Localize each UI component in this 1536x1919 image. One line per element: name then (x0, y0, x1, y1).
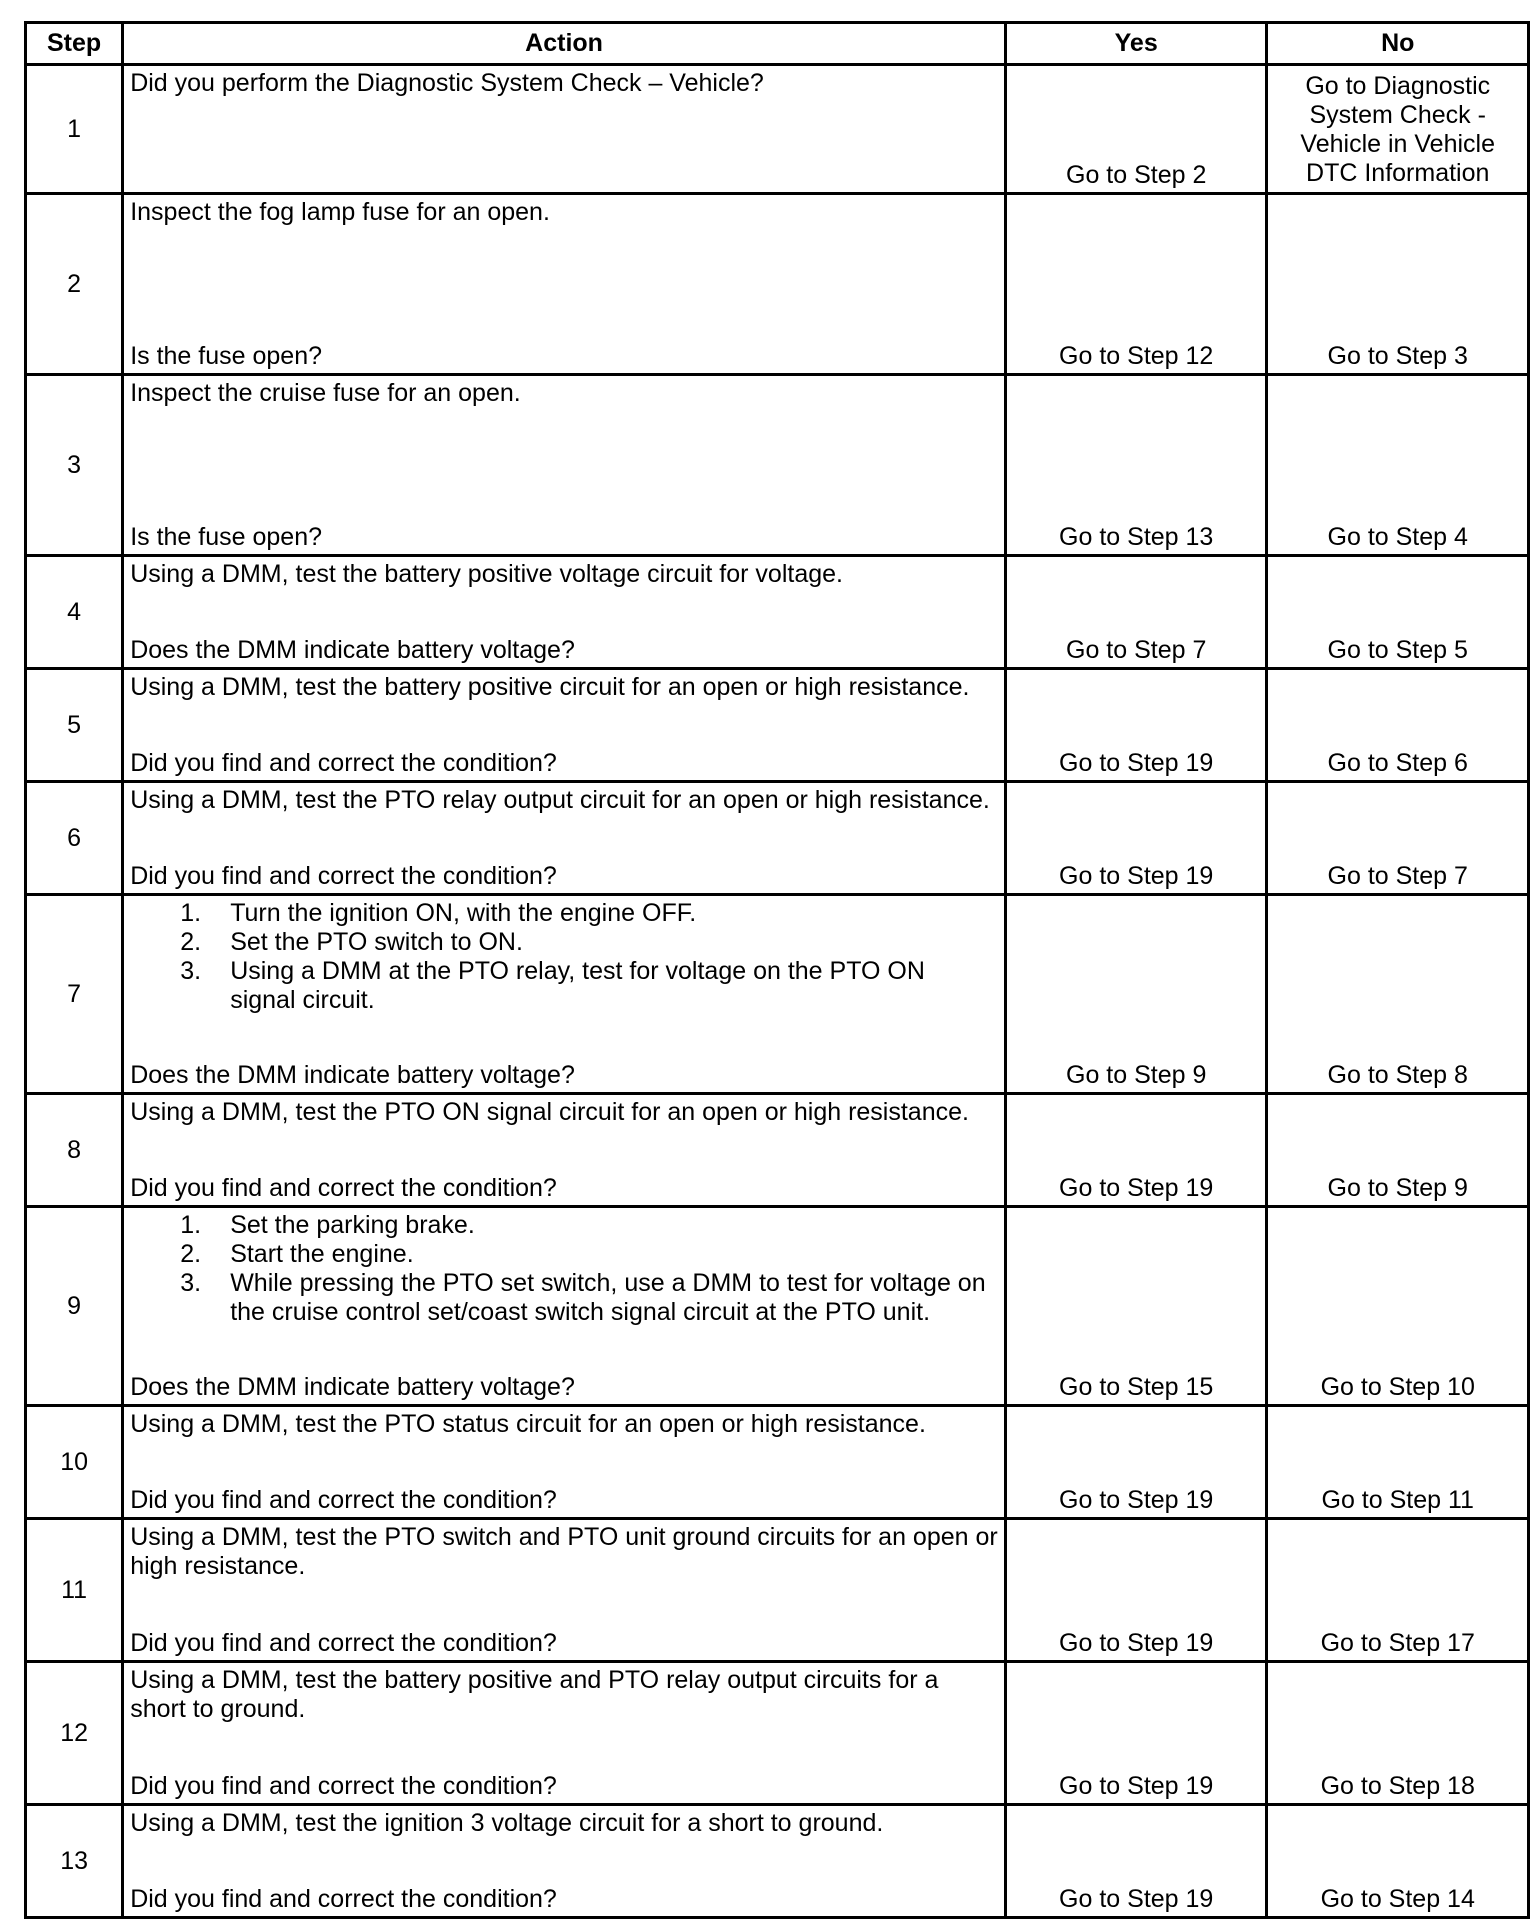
instruction-text: While pressing the PTO set switch, use a DMM to test for voltage on the cruise control set/coast switch signal circuit at the PTO unit. (230, 1269, 986, 1326)
action-cell (123, 1805, 1006, 1918)
action-text: Using a DMM, test the PTO relay output circuit for an open or high resistance. (130, 786, 990, 814)
action-text: Using a DMM, test the PTO status circuit for an open or high resistance. (130, 1410, 926, 1438)
step-number: 11 (26, 1519, 123, 1662)
header-action: Action (123, 23, 1006, 65)
step-number: 7 (26, 895, 123, 1094)
action-cell (123, 194, 1006, 375)
instruction-item (130, 899, 1000, 928)
instruction-item (130, 957, 1000, 1015)
yes-result: Go to Step 19 (1005, 1094, 1267, 1207)
instruction-list (130, 1211, 1000, 1327)
step-number: 6 (26, 782, 123, 895)
yes-result: Go to Step 19 (1005, 1805, 1267, 1918)
instruction-item (130, 928, 1000, 957)
action-question: Did you find and correct the condition? (130, 749, 557, 777)
action-text: Using a DMM, test the PTO switch and PTO unit ground circuits for an open or high resistance. (130, 1523, 998, 1580)
yes-result: Go to Step 19 (1005, 782, 1267, 895)
instruction-text: Turn the ignition ON, with the engine OFF. (230, 899, 697, 927)
action-text: Using a DMM, test the PTO ON signal circuit for an open or high resistance. (130, 1098, 969, 1126)
action-cell (123, 65, 1006, 194)
no-result: Go to Step 7 (1267, 782, 1529, 895)
no-result: Go to Step 6 (1267, 669, 1529, 782)
action-cell (123, 1519, 1006, 1662)
instruction-text: Using a DMM at the PTO relay, test for voltage on the PTO ON signal circuit. (230, 957, 925, 1014)
action-question: Did you find and correct the condition? (130, 1486, 557, 1514)
yes-result: Go to Step 19 (1005, 1406, 1267, 1519)
action-cell (123, 375, 1006, 556)
no-result: Go to Step 3 (1267, 194, 1529, 375)
table-row (26, 556, 1529, 669)
no-result: Go to Step 4 (1267, 375, 1529, 556)
no-result: Go to Step 5 (1267, 556, 1529, 669)
action-question: Is the fuse open? (130, 342, 322, 370)
header-row (26, 23, 1529, 65)
step-number: 9 (26, 1207, 123, 1406)
yes-result: Go to Step 15 (1005, 1207, 1267, 1406)
table-row (26, 65, 1529, 194)
table-row (26, 194, 1529, 375)
yes-result: Go to Step 2 (1005, 65, 1267, 194)
yes-result: Go to Step 19 (1005, 1519, 1267, 1662)
action-cell (123, 1207, 1006, 1406)
action-text: Using a DMM, test the battery positive and PTO relay output circuits for a short to ground. (130, 1666, 939, 1723)
instruction-item (130, 1269, 1000, 1327)
step-number: 2 (26, 194, 123, 375)
action-question: Did you find and correct the condition? (130, 1772, 557, 1800)
table-row (26, 375, 1529, 556)
no-result: Go to Step 9 (1267, 1094, 1529, 1207)
instruction-number: 1. (180, 1211, 202, 1239)
table-row (26, 782, 1529, 895)
table-row (26, 1662, 1529, 1805)
action-cell (123, 895, 1006, 1094)
action-cell (123, 1406, 1006, 1519)
step-number: 5 (26, 669, 123, 782)
yes-result: Go to Step 9 (1005, 895, 1267, 1094)
instruction-list (130, 899, 1000, 1015)
table-row (26, 895, 1529, 1094)
instruction-text: Set the parking brake. (230, 1211, 475, 1239)
no-result: Go to Step 11 (1267, 1406, 1529, 1519)
table-row (26, 1519, 1529, 1662)
header-step: Step (26, 23, 123, 65)
table-row (26, 1805, 1529, 1918)
step-number: 13 (26, 1805, 123, 1918)
action-cell (123, 1662, 1006, 1805)
step-number: 3 (26, 375, 123, 556)
step-number: 12 (26, 1662, 123, 1805)
action-question: Does the DMM indicate battery voltage? (130, 1373, 575, 1401)
action-question: Did you find and correct the condition? (130, 1885, 557, 1913)
no-result: Go to Step 17 (1267, 1519, 1529, 1662)
yes-result: Go to Step 19 (1005, 669, 1267, 782)
yes-result: Go to Step 12 (1005, 194, 1267, 375)
instruction-number: 2. (180, 1240, 202, 1268)
no-result: Go to Diagnostic System Check - Vehicle in Vehicle DTC Information (1267, 65, 1529, 194)
step-number: 1 (26, 65, 123, 194)
no-result: Go to Step 8 (1267, 895, 1529, 1094)
instruction-text: Start the engine. (230, 1240, 414, 1268)
no-result: Go to Step 14 (1267, 1805, 1529, 1918)
action-question: Did you find and correct the condition? (130, 1174, 557, 1202)
instruction-number: 2. (180, 928, 202, 956)
header-no: No (1267, 23, 1529, 65)
instruction-number: 1. (180, 899, 202, 927)
action-text: Using a DMM, test the battery positive voltage circuit for voltage. (130, 560, 843, 588)
yes-result: Go to Step 7 (1005, 556, 1267, 669)
no-result: Go to Step 18 (1267, 1662, 1529, 1805)
instruction-item (130, 1211, 1000, 1240)
table-row (26, 1406, 1529, 1519)
step-number: 8 (26, 1094, 123, 1207)
action-text: Using a DMM, test the ignition 3 voltage circuit for a short to ground. (130, 1809, 884, 1837)
no-result: Go to Step 10 (1267, 1207, 1529, 1406)
yes-result: Go to Step 13 (1005, 375, 1267, 556)
action-cell (123, 556, 1006, 669)
action-question: Does the DMM indicate battery voltage? (130, 636, 575, 664)
instruction-number: 3. (180, 1269, 202, 1297)
action-question: Is the fuse open? (130, 523, 322, 551)
header-yes: Yes (1005, 23, 1267, 65)
action-cell (123, 1094, 1006, 1207)
step-number: 4 (26, 556, 123, 669)
table-row (26, 669, 1529, 782)
action-text: Inspect the fog lamp fuse for an open. (130, 198, 550, 226)
action-text: Did you perform the Diagnostic System Check – Vehicle? (130, 69, 764, 97)
instruction-text: Set the PTO switch to ON. (230, 928, 523, 956)
instruction-item (130, 1240, 1000, 1269)
action-question: Did you find and correct the condition? (130, 862, 557, 890)
action-cell (123, 782, 1006, 895)
action-text: Using a DMM, test the battery positive circuit for an open or high resistance. (130, 673, 970, 701)
action-question: Does the DMM indicate battery voltage? (130, 1061, 575, 1089)
table-row (26, 1207, 1529, 1406)
instruction-number: 3. (180, 957, 202, 985)
action-text: Inspect the cruise fuse for an open. (130, 379, 521, 407)
action-cell (123, 669, 1006, 782)
yes-result: Go to Step 19 (1005, 1662, 1267, 1805)
step-number: 10 (26, 1406, 123, 1519)
action-question: Did you find and correct the condition? (130, 1629, 557, 1657)
diagnostic-table (24, 21, 1530, 1919)
table-row (26, 1094, 1529, 1207)
